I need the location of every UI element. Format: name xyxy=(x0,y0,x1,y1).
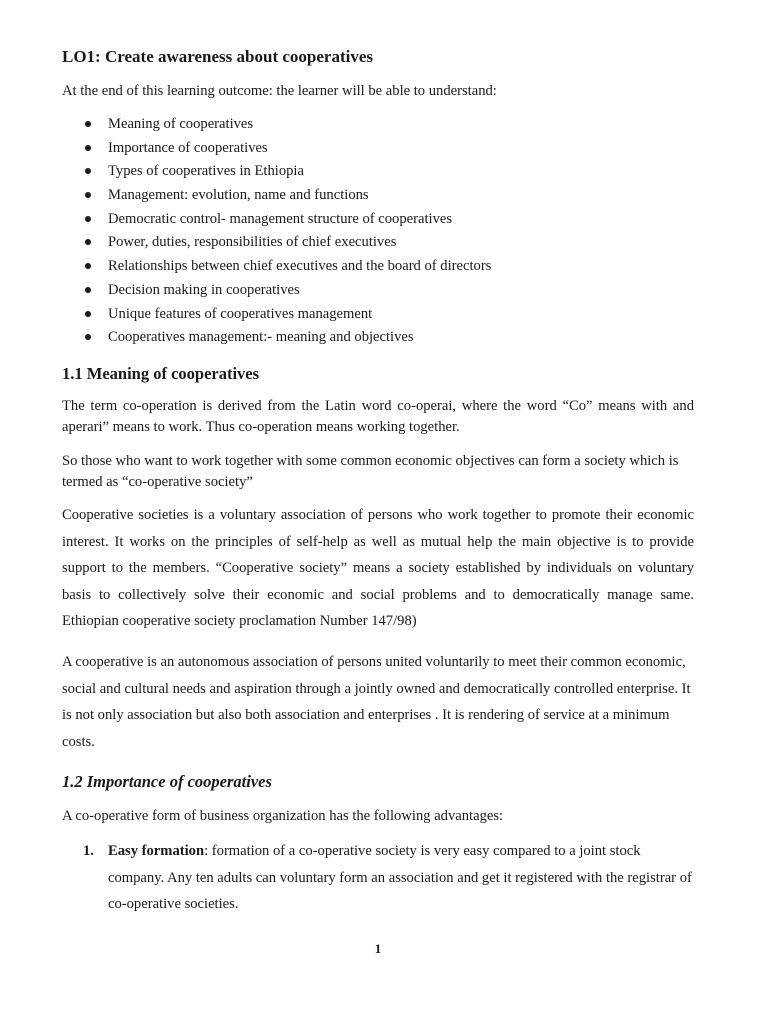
section-1-1-heading: 1.1 Meaning of cooperatives xyxy=(62,364,260,383)
list-item: Importance of cooperatives xyxy=(62,138,491,162)
list-item: Relationships between chief executives and the board of directors xyxy=(62,256,491,280)
section-1-1-para-4: A cooperative is an autonomous association of persons united voluntarily to meet their common economic, social and cultural needs and aspiration through a jointly owned and democratically controlled enterprise. It is not only association but also both association and enterprises . It is rendering of service at a minimum costs. xyxy=(62,654,691,750)
document-page xyxy=(62,0,694,1024)
list-item: Meaning of cooperatives xyxy=(62,114,491,138)
bullet-icon xyxy=(85,239,91,245)
list-item: Types of cooperatives in Ethiopia xyxy=(62,161,491,185)
bullet-icon xyxy=(85,168,91,174)
section-1-1-para-1: The term co-operation is derived from the Latin word co-operai, where the word “Co” means with and aperari” means to work. Thus co-operation means working together. xyxy=(62,398,694,435)
list-item: Democratic control- management structure of cooperatives xyxy=(62,209,491,233)
bullet-icon xyxy=(85,334,91,340)
lo1-intro: At the end of this learning outcome: the learner will be able to understand: xyxy=(62,83,497,99)
lo1-bullet-list xyxy=(62,114,491,351)
section-1-2-intro: A co-operative form of business organization has the following advantages: xyxy=(62,808,504,824)
advantages-list xyxy=(62,838,694,918)
list-item: Cooperatives management:- meaning and objectives xyxy=(62,327,491,351)
list-item: Unique features of cooperatives management xyxy=(62,304,491,328)
section-1-1-para-3: Cooperative societies is a voluntary association of persons who work together to promote their economic interest. It works on the principles of self-help as well as mutual help the main objective is to provide support to the members. “Cooperative society” means a society established by individuals on voluntary basis to collectively solve their economic and social problems and to democratically manage same. Ethiopian cooperative society proclamation Number 147/98) xyxy=(62,507,694,630)
advantage-text: : formation of a co-operative society is very easy compared to a joint stock company. Any ten adults can voluntary form an association and get it registered with the registrar of co-operative societies. xyxy=(108,843,692,913)
section-1-2-heading: 1.2 Importance of cooperatives xyxy=(62,772,272,791)
bullet-icon xyxy=(85,121,91,127)
list-item: Decision making in cooperatives xyxy=(62,280,491,304)
list-item: Power, duties, responsibilities of chief executives xyxy=(62,232,491,256)
advantage-term: Easy formation xyxy=(108,843,205,859)
bullet-icon xyxy=(85,263,91,269)
list-item xyxy=(62,838,694,918)
bullet-icon xyxy=(85,216,91,222)
list-number: 1. xyxy=(83,843,94,859)
lo1-title: LO1: Create awareness about cooperatives xyxy=(62,47,373,66)
bullet-icon xyxy=(85,311,91,317)
bullet-icon xyxy=(85,192,91,198)
section-1-1-para-2: So those who want to work together with some common economic objectives can form a society which is termed as “co-operative society” xyxy=(62,453,679,490)
bullet-icon xyxy=(85,145,91,151)
page-number: 1 xyxy=(374,941,382,956)
bullet-icon xyxy=(85,287,91,293)
list-item: Management: evolution, name and functions xyxy=(62,185,491,209)
